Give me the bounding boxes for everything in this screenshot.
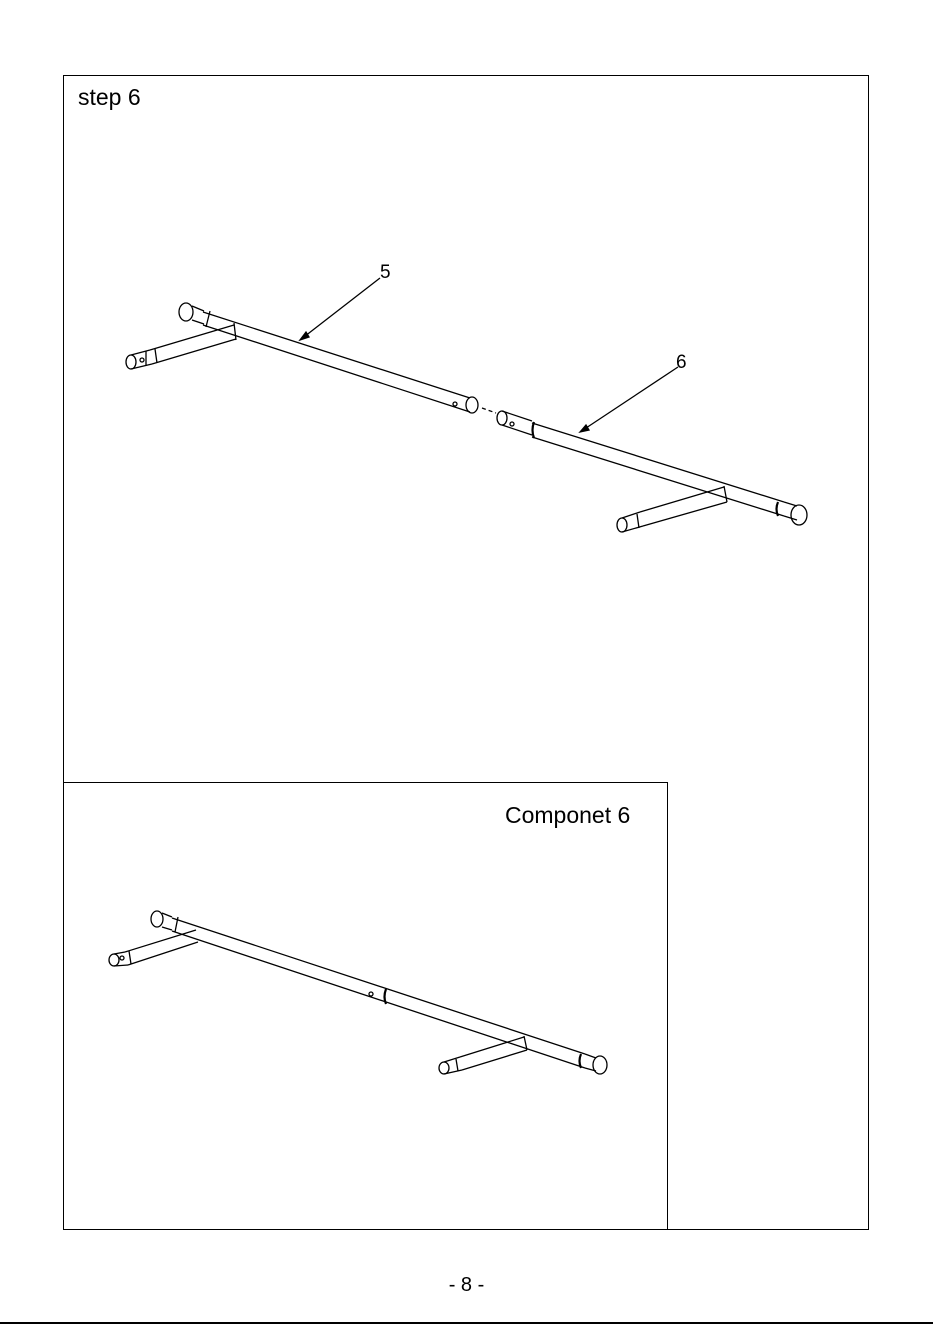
page-number: - 8 - <box>448 1274 485 1296</box>
callout-label-5: 5 <box>380 262 391 283</box>
assembled-tube <box>109 911 607 1074</box>
callout-label-6: 6 <box>676 352 687 373</box>
step-title: step 6 <box>78 84 141 110</box>
component-inset-title: Componet 6 <box>505 802 631 828</box>
